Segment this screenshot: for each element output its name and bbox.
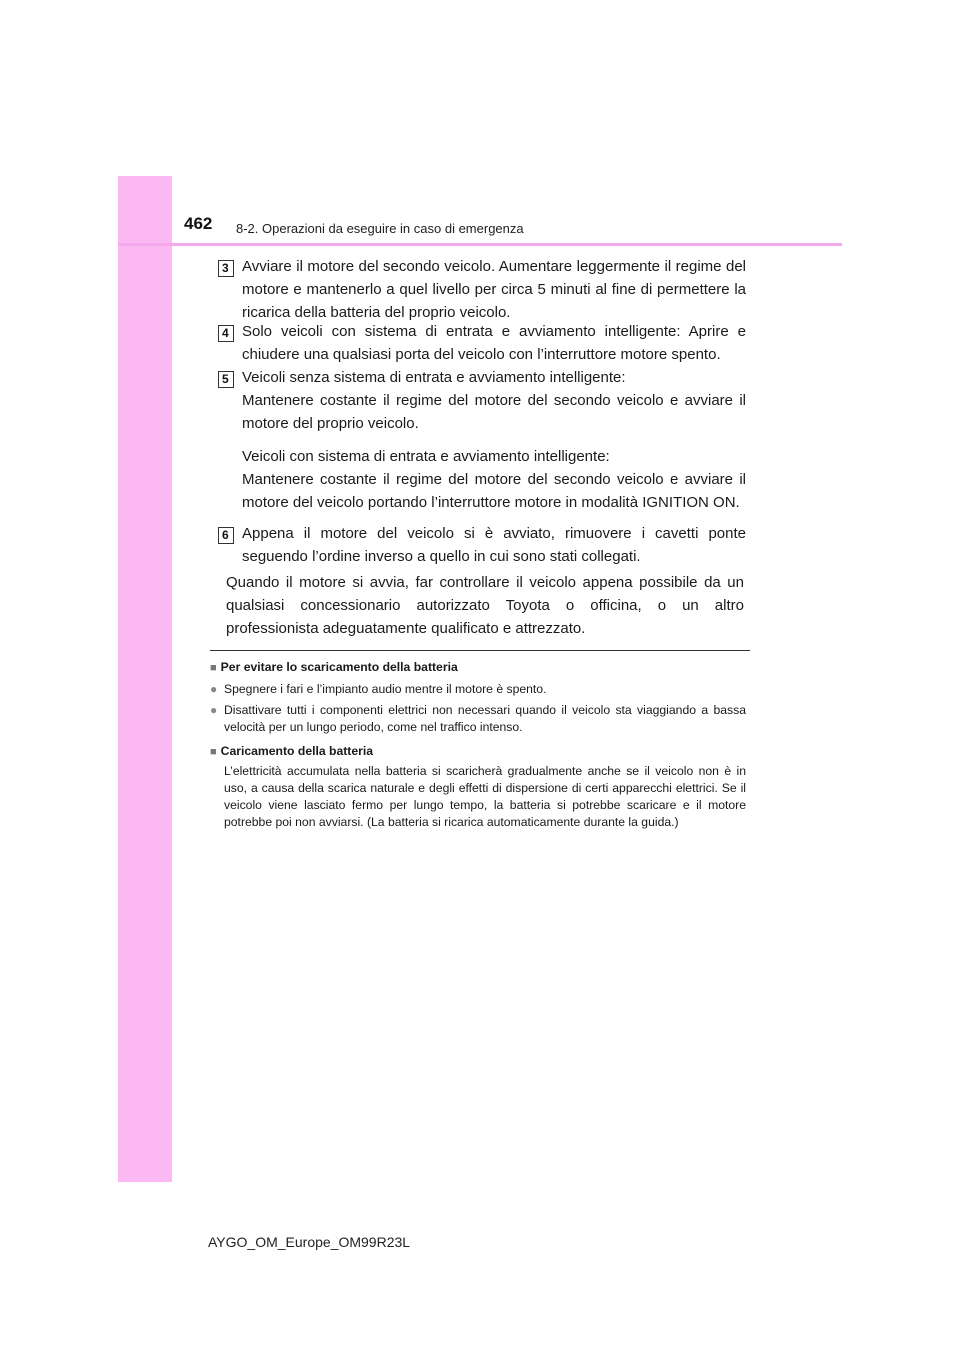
step-number-badge: 6 bbox=[218, 527, 234, 544]
square-bullet-icon: ■ bbox=[210, 746, 217, 758]
step-paragraph: Veicoli con sistema di entrata e avviamento intelligente: bbox=[242, 448, 610, 465]
note-bullet bbox=[210, 702, 746, 736]
step-text bbox=[242, 522, 746, 568]
step-paragraph: Solo veicoli con sistema di entrata e avviamento intelligente: Aprire e chiudere una qualsiasi porta del veicolo con l’interruttore motore spento. bbox=[242, 323, 746, 363]
step-number-badge: 3 bbox=[218, 260, 234, 277]
notes-section bbox=[210, 656, 746, 831]
step-5 bbox=[218, 366, 746, 514]
after-steps-text: Quando il motore si avvia, far controllare il veicolo appena possibile da un qualsiasi concessionario autorizzato Toyota o officina, o un altro professionista adeguatamente qualificato e attrezzato. bbox=[226, 574, 744, 637]
step-number-badge: 5 bbox=[218, 371, 234, 388]
note-bullet-text: Spegnere i fari e l’impianto audio mentre il motore è spento. bbox=[224, 682, 547, 696]
note-heading-text: Caricamento della batteria bbox=[220, 744, 374, 758]
step-paragraph: Veicoli senza sistema di entrata e avviamento intelligente: bbox=[242, 369, 626, 386]
note-heading-charging bbox=[210, 742, 746, 761]
note-body-charging: L’elettricità accumulata nella batteria si scaricherà gradualmente anche se il veicolo non è in uso, a causa della scarica naturale e degli effetti di dispersione di certi apparecchi elettrici. Se il veicolo viene lasciato fermo per lungo tempo, la batteria si potrebbe scaricare e il motore potrebbe poi non avviarsi. (La batteria si ricarica automaticamente durante la guida.) bbox=[224, 764, 746, 829]
step-text bbox=[242, 255, 746, 324]
circle-bullet-icon: ● bbox=[210, 703, 218, 717]
note-heading-discharge bbox=[210, 658, 746, 677]
step-6 bbox=[218, 522, 746, 568]
step-number-badge: 4 bbox=[218, 325, 234, 342]
step-text bbox=[242, 366, 746, 514]
footer-document-code: AYGO_OM_Europe_OM99R23L bbox=[208, 1234, 411, 1250]
note-bullet-text: Disattivare tutti i componenti elettrici non necessari quando il veicolo sta viaggiando a bassa velocità per un lungo periodo, come nel traffico intenso. bbox=[224, 703, 746, 734]
step-paragraph: Avviare il motore del secondo veicolo. Aumentare leggermente il regime del motore e mantenerlo a quel livello per circa 5 minuti al fine di permettere la ricarica della batteria del proprio veicolo. bbox=[242, 258, 746, 321]
note-bullet bbox=[210, 681, 746, 698]
note-heading-text: Per evitare lo scaricamento della batteria bbox=[220, 660, 458, 674]
step-paragraph: Mantenere costante il regime del motore del secondo veicolo e avviare il motore del proprio veicolo. bbox=[242, 392, 746, 432]
section-title: 8-2. Operazioni da eseguire in caso di emergenza bbox=[236, 221, 524, 236]
square-bullet-icon: ■ bbox=[210, 662, 217, 674]
circle-bullet-icon: ● bbox=[210, 682, 218, 696]
header-rule bbox=[118, 243, 842, 246]
step-3 bbox=[218, 255, 746, 324]
side-color-band bbox=[118, 176, 172, 1182]
section-divider bbox=[210, 650, 750, 651]
step-4 bbox=[218, 320, 746, 366]
step-paragraph: Mantenere costante il regime del motore del secondo veicolo e avviare il motore del veicolo portando l’interruttore motore in modalità IGNITION ON. bbox=[242, 471, 746, 511]
page-number: 462 bbox=[184, 214, 213, 233]
step-paragraph: Appena il motore del veicolo si è avviato, rimuovere i cavetti ponte seguendo l’ordine inverso a quello in cui sono stati collegati. bbox=[242, 525, 746, 565]
step-text bbox=[242, 320, 746, 366]
